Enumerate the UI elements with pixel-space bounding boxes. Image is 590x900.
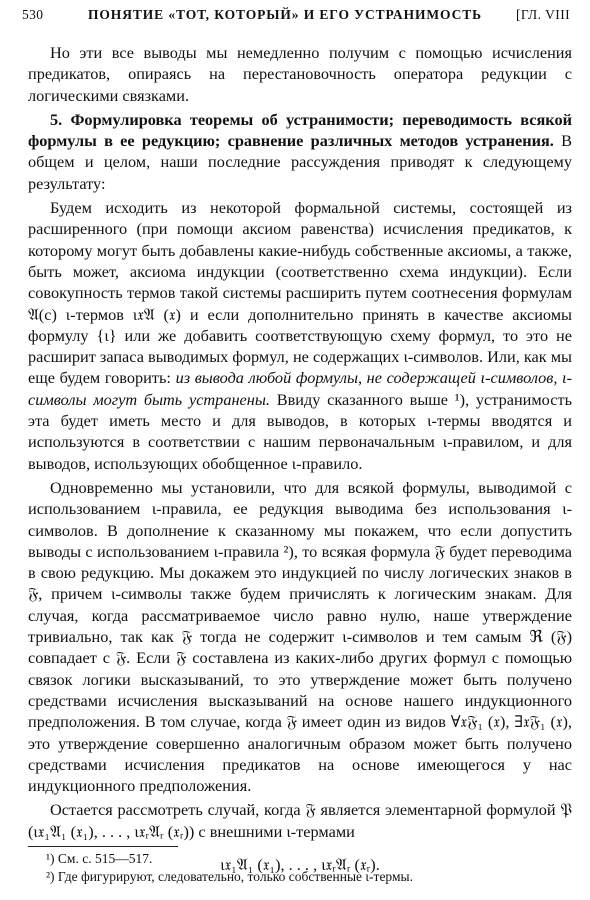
- footnote-1: ¹) См. с. 515—517.: [46, 851, 153, 866]
- paragraph-text: Но эти все выводы мы немедленно получим с помощью исчисления предикатов, опираясь на перестановочность оператора редукции с логическими связками.: [28, 43, 572, 105]
- paragraph-2: [28, 109, 572, 194]
- italic-statement: из вывода любой формулы, не содержащей ι-символов, ι-символы могут быть устранены.: [28, 368, 572, 409]
- paragraph-text: Одновременно мы установили, что для всякой формулы, выводимой с использованием ι-правила, ее редукция выводима без использования ι-символов. В дополнение к сказанному мы покажем, что если допустить выводы с использованием ι-правила ²), то всякая формула 𝔉 будет переводима в свою редукцию. Мы докажем это индукцией по числу логических знаков в 𝔉, причем ι-символы также будем причислять к логическим знакам. Для случая, когда рассматриваемое число равно нулю, наше утверждение тривиально, так как 𝔉 тогда не содержит ι-символов и тем самым ℜ (𝔉) совпадает с 𝔉. Если 𝔉 составлена из каких-либо других формул с помощью связок логики высказываний, то это утверждение может быть получено средствами исчисления высказываний на основе нашего индукционного предположения. В том случае, когда 𝔉 имеет один из видов ∀𝔵𝔉₁ (𝔵), ∃𝔵𝔉₁ (𝔵), это утверждение совершенно аналогичным образом может быть получено средствами исчисления предикатов на основе имеющегося у нас индукционного предположения.: [28, 477, 572, 796]
- footnote-2: ²) Где фигурируют, следовательно, только собственные ι-термы.: [46, 869, 413, 884]
- paragraph-text: Будем исходить из некоторой формальной системы, состоящей из расширенного (при помощи аксиом равенства) исчисления предикатов, к которому могут быть добавлены какие-нибудь собственные аксиомы, а также, быть может, аксиома индукции (соответственно схема индукции). Если совокупность термов такой системы расширить путем соотнесения формулам 𝔄(c) ι-термов ι𝔵𝔄 (𝔵) и если дополнительно принять в качестве аксиомы формулу {ι} или же добавить соответствующую схему формул, то это не расширит запаса выводимых формул, не содержащих ι-символов. Или, как мы еще будем говорить:: [28, 198, 572, 388]
- paragraph-text: Остается рассмотреть случай, когда 𝔉 является элементарной формулой 𝔓 (ι𝔵₁𝔄₁ (𝔵₁), . . . , ι𝔵ᵣ𝔄ᵣ (𝔵ᵣ)) с внешними ι-термами: [28, 800, 572, 841]
- page-number: 530: [22, 7, 44, 22]
- paragraph-3: [28, 197, 572, 474]
- running-header: [22, 7, 570, 27]
- paragraph-tail: Ввиду сказанного выше ¹), устранимость эта будет иметь место и для выводов, в которых ι-термы вводятся и используются в соответствии с нашим первоначальным ι-правилом, и для выводов, использующих обобщенное ι-правило.: [28, 389, 572, 473]
- paragraph-5: [28, 799, 572, 842]
- chapter-label: [ГЛ. VIII: [515, 7, 570, 22]
- footnotes: [28, 850, 572, 886]
- paragraph-1: [28, 42, 572, 106]
- section-heading: 5. Формулировка теоремы об устранимости; переводимость всякой формулы в ее редукцию; сравнение различных методов устранения.: [28, 109, 572, 151]
- paragraph-4: [28, 477, 572, 796]
- main-text: [28, 42, 572, 885]
- display-formula: ι𝔵₁𝔄₁ (𝔵₁), . . . , ι𝔵ᵣ𝔄ᵣ (𝔵ᵣ).: [220, 854, 380, 874]
- footnote-divider: [28, 846, 178, 847]
- running-title: ПОНЯТИЕ «ТОТ, КОТОРЫЙ» И ЕГО УСТРАНИМОСТЬ: [88, 7, 482, 22]
- paragraph-text: В общем и целом, наши последние рассуждения приводят к следующему результату:: [28, 131, 572, 193]
